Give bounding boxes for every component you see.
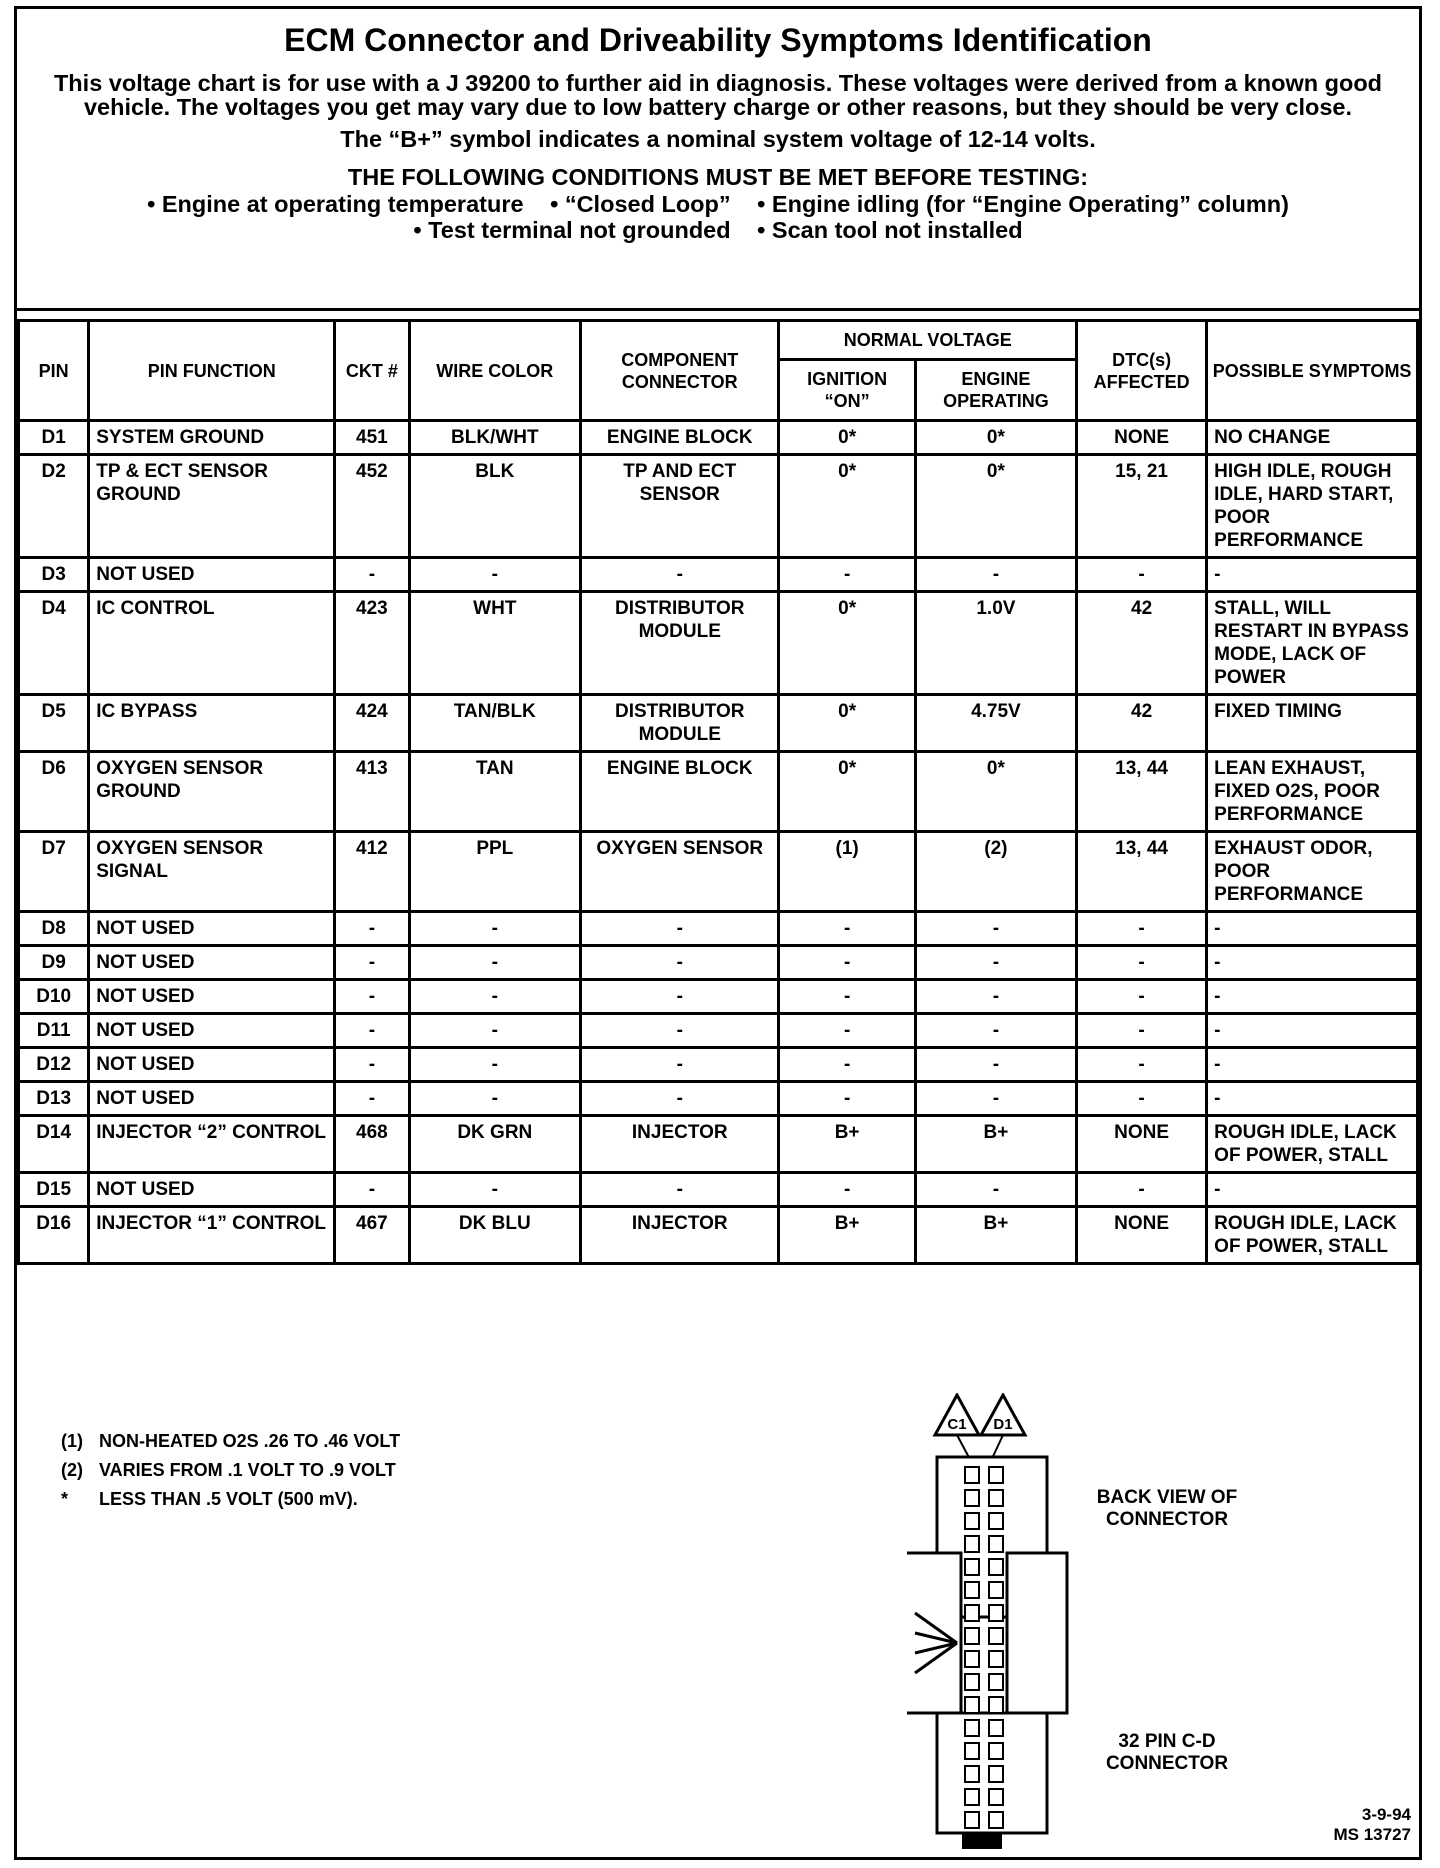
engine-voltage-cell: - [915,1173,1076,1207]
dtc-cell: - [1076,946,1206,980]
document-header [17,9,1419,311]
ignition-voltage-cell: - [779,1014,915,1048]
wire-color-cell: - [409,946,581,980]
connector-pin-cell [965,1582,979,1598]
connector-pin-cell [965,1628,979,1644]
connector-diagram [907,1393,1307,1853]
engine-voltage-cell: B+ [915,1116,1076,1173]
ignition-voltage-cell: 0* [779,592,915,695]
wire-color-cell: - [409,980,581,1014]
engine-voltage-cell: (2) [915,832,1076,912]
ckt-cell: - [335,1173,409,1207]
bplus-note: The “B+” symbol indicates a nominal system voltage of 12-14 volts. [340,126,1096,152]
connector-pin-cell [965,1812,979,1828]
ignition-voltage-cell: - [779,1082,915,1116]
symptoms-cell: - [1207,1082,1418,1116]
connector-name-label: 32 PIN C-D CONNECTOR [1105,1731,1229,1774]
pin-cell: D2 [19,455,89,558]
table-row [19,1048,1418,1082]
dtc-cell: NONE [1076,1207,1206,1264]
ckt-cell: - [335,1082,409,1116]
ignition-voltage-cell: - [779,980,915,1014]
col-header-ckt: CKT # [335,321,409,421]
wire-color-cell: PPL [409,832,581,912]
pin-function-cell: NOT USED [89,980,335,1014]
symptoms-cell: - [1207,1048,1418,1082]
col-header-ignition-on: IGNITION “ON” [779,360,915,421]
component-cell: DISTRIBUTOR MODULE [581,592,779,695]
pin-function-cell: OXYGEN SENSOR SIGNAL [89,832,335,912]
connector-right-latch [1007,1553,1067,1713]
engine-voltage-cell: - [915,558,1076,592]
ckt-cell: - [335,946,409,980]
symptoms-cell: FIXED TIMING [1207,695,1418,752]
pin-cell: D15 [19,1173,89,1207]
table-row [19,421,1418,455]
pin-function-cell: INJECTOR “1” CONTROL [89,1207,335,1264]
ckt-cell: 424 [335,695,409,752]
ckt-cell: 413 [335,752,409,832]
connector-pin-cell [989,1628,1003,1644]
pin-function-cell: NOT USED [89,946,335,980]
wire-color-cell: - [409,1014,581,1048]
component-cell: DISTRIBUTOR MODULE [581,695,779,752]
dtc-cell: - [1076,558,1206,592]
connector-pin-cell [989,1789,1003,1805]
ignition-voltage-cell: - [779,558,915,592]
wire-color-cell: - [409,1082,581,1116]
dtc-cell: 15, 21 [1076,455,1206,558]
symptoms-cell: - [1207,558,1418,592]
d1-tag-label: D1 [993,1416,1013,1433]
wire-color-cell: DK GRN [409,1116,581,1173]
pin-function-cell: NOT USED [89,1082,335,1116]
condition-item: • Test terminal not grounded [413,217,731,243]
wire-color-cell: TAN [409,752,581,832]
ignition-voltage-cell: B+ [779,1207,915,1264]
dtc-cell: - [1076,912,1206,946]
ignition-voltage-cell: B+ [779,1116,915,1173]
engine-voltage-cell: 1.0V [915,592,1076,695]
pin-cell: D6 [19,752,89,832]
dtc-cell: 42 [1076,695,1206,752]
component-cell: ENGINE BLOCK [581,421,779,455]
symptoms-cell: STALL, WILL RESTART IN BYPASS MODE, LACK OF POWER [1207,592,1418,695]
table-row [19,695,1418,752]
pin-cell: D11 [19,1014,89,1048]
connector-pin-cell [989,1697,1003,1713]
component-cell: INJECTOR [581,1116,779,1173]
pin-table [17,319,1419,1265]
connector-pin-cell [965,1467,979,1483]
connector-pin-cell [989,1605,1003,1621]
pin-cell: D4 [19,592,89,695]
engine-voltage-cell: 0* [915,455,1076,558]
engine-voltage-cell: - [915,1014,1076,1048]
col-header-pin-function: PIN FUNCTION [89,321,335,421]
ckt-cell: 423 [335,592,409,695]
component-cell: - [581,980,779,1014]
pin-function-cell: IC CONTROL [89,592,335,695]
connector-drawing [907,1393,1147,1853]
col-header-normal-voltage: NORMAL VOLTAGE [779,321,1077,360]
engine-voltage-cell: 4.75V [915,695,1076,752]
connector-pin-cell [965,1674,979,1690]
pin-function-cell: NOT USED [89,1173,335,1207]
dtc-cell: 13, 44 [1076,832,1206,912]
symptoms-cell: - [1207,912,1418,946]
wire-color-cell: - [409,1173,581,1207]
pin-function-cell: TP & ECT SENSOR GROUND [89,455,335,558]
pin-cell: D13 [19,1082,89,1116]
symptoms-cell: EXHAUST ODOR, POOR PERFORMANCE [1207,832,1418,912]
pin-function-cell: SYSTEM GROUND [89,421,335,455]
connector-pin-cell [989,1467,1003,1483]
conditions-title: THE FOLLOWING CONDITIONS MUST BE MET BEFORE TESTING: [347,164,1089,190]
wire-color-cell: TAN/BLK [409,695,581,752]
symptoms-cell: LEAN EXHAUST, FIXED O2S, POOR PERFORMANCE [1207,752,1418,832]
footnotes [61,1427,400,1514]
connector-pin-cell [989,1743,1003,1759]
ckt-cell: 451 [335,421,409,455]
pin-cell: D5 [19,695,89,752]
ckt-cell: 452 [335,455,409,558]
pin-function-cell: NOT USED [89,1048,335,1082]
component-cell: OXYGEN SENSOR [581,832,779,912]
conditions-line-2 [17,217,1419,243]
dtc-cell: - [1076,1173,1206,1207]
component-cell: - [581,1048,779,1082]
ckt-cell: - [335,558,409,592]
pin-cell: D8 [19,912,89,946]
ckt-cell: - [335,1048,409,1082]
connector-pin-cell [965,1536,979,1552]
connector-pin-cell [965,1651,979,1667]
symptoms-cell: - [1207,980,1418,1014]
connector-pin-cell [965,1789,979,1805]
engine-voltage-cell: - [915,1048,1076,1082]
back-view-label: BACK VIEW OF CONNECTOR [1096,1487,1238,1530]
ignition-voltage-cell: - [779,1048,915,1082]
pin-cell: D3 [19,558,89,592]
stamp-date: 3-9-94 [1361,1805,1411,1824]
table-row [19,1014,1418,1048]
ckt-cell: - [335,1014,409,1048]
engine-voltage-cell: - [915,980,1076,1014]
col-header-possible-symptoms: POSSIBLE SYMPTOMS [1207,321,1418,421]
connector-pin-cell [965,1766,979,1782]
symptoms-cell: - [1207,1014,1418,1048]
component-cell: - [581,1082,779,1116]
wire-color-cell: WHT [409,592,581,695]
pin-function-cell: NOT USED [89,558,335,592]
engine-voltage-cell: - [915,1082,1076,1116]
connector-pin-cell [989,1490,1003,1506]
component-cell: - [581,1014,779,1048]
ignition-voltage-cell: - [779,946,915,980]
engine-voltage-cell: - [915,946,1076,980]
ckt-cell: 467 [335,1207,409,1264]
table-row [19,1116,1418,1173]
table-row [19,1207,1418,1264]
document-frame [14,6,1422,1860]
wire-color-cell: - [409,1048,581,1082]
connector-pin-cell [965,1559,979,1575]
wire-color-cell: - [409,558,581,592]
dtc-cell: - [1076,980,1206,1014]
ckt-cell: 468 [335,1116,409,1173]
stamp-code: MS 13727 [1333,1825,1411,1844]
condition-item: • Scan tool not installed [757,217,1023,243]
table-row [19,752,1418,832]
pin-function-cell: NOT USED [89,912,335,946]
condition-item: • Engine at operating temperature [147,191,524,217]
condition-item: • Engine idling (for “Engine Operating” column) [757,191,1289,217]
engine-voltage-cell: 0* [915,752,1076,832]
connector-pin-cell [989,1720,1003,1736]
wire-color-cell: BLK [409,455,581,558]
ignition-voltage-cell: 0* [779,752,915,832]
table-row [19,912,1418,946]
ignition-voltage-cell: (1) [779,832,915,912]
ignition-voltage-cell: 0* [779,455,915,558]
col-header-engine-operating: ENGINE OPERATING [915,360,1076,421]
ckt-cell: 412 [335,832,409,912]
table-row [19,980,1418,1014]
connector-pin-cell [989,1674,1003,1690]
connector-bottom-tab [962,1833,1002,1849]
symptoms-cell: ROUGH IDLE, LACK OF POWER, STALL [1207,1207,1418,1264]
col-header-pin: PIN [19,321,89,421]
c1-tag-label: C1 [947,1416,967,1433]
pin-function-cell: OXYGEN SENSOR GROUND [89,752,335,832]
ignition-voltage-cell: - [779,1173,915,1207]
wire-color-cell: BLK/WHT [409,421,581,455]
intro-text: This voltage chart is for use with a J 39200 to further aid in diagnosis. These voltages were derived from a known good vehicle. The voltages you get may vary due to low battery charge or other reasons, but they should be very close. [53,70,1383,120]
connector-pin-cell [965,1743,979,1759]
col-header-dtc-affected: DTC(s) AFFECTED [1076,321,1206,421]
engine-voltage-cell: 0* [915,421,1076,455]
pin-cell: D1 [19,421,89,455]
pin-function-cell: IC BYPASS [89,695,335,752]
pin-function-cell: INJECTOR “2” CONTROL [89,1116,335,1173]
page-title: ECM Connector and Driveability Symptoms Identification [284,22,1152,58]
connector-pin-cell [965,1490,979,1506]
table-row [19,832,1418,912]
symptoms-cell: - [1207,946,1418,980]
document-stamp [1334,1805,1412,1845]
symptoms-cell: ROUGH IDLE, LACK OF POWER, STALL [1207,1116,1418,1173]
footnote: (2) VARIES FROM .1 VOLT TO .9 VOLT [61,1460,396,1480]
component-cell: ENGINE BLOCK [581,752,779,832]
component-cell: - [581,1173,779,1207]
table-row [19,558,1418,592]
col-header-component-connector: COMPONENT CONNECTOR [581,321,779,421]
condition-item: • “Closed Loop” [550,191,731,217]
component-cell: TP AND ECT SENSOR [581,455,779,558]
connector-pin-cell [989,1651,1003,1667]
table-row [19,1173,1418,1207]
pin-cell: D14 [19,1116,89,1173]
dtc-cell: NONE [1076,421,1206,455]
connector-pin-cell [965,1605,979,1621]
footnote: * LESS THAN .5 VOLT (500 mV). [61,1489,358,1509]
pin-cell: D10 [19,980,89,1014]
component-cell: - [581,946,779,980]
connector-pin-cell [965,1720,979,1736]
conditions-line-1 [17,191,1419,217]
ignition-voltage-cell: 0* [779,695,915,752]
component-cell: INJECTOR [581,1207,779,1264]
connector-pin-cell [989,1766,1003,1782]
engine-voltage-cell: - [915,912,1076,946]
connector-pin-cell [989,1582,1003,1598]
connector-pin-cell [989,1513,1003,1529]
engine-voltage-cell: B+ [915,1207,1076,1264]
ckt-cell: - [335,980,409,1014]
connector-pin-cell [989,1812,1003,1828]
wire-color-cell: DK BLU [409,1207,581,1264]
table-row [19,946,1418,980]
component-cell: - [581,558,779,592]
dtc-cell: 42 [1076,592,1206,695]
pin-function-cell: NOT USED [89,1014,335,1048]
col-header-wire-color: WIRE COLOR [409,321,581,421]
pin-cell: D9 [19,946,89,980]
table-row [19,592,1418,695]
connector-pin-cell [965,1513,979,1529]
connector-pin-cell [989,1559,1003,1575]
table-row [19,455,1418,558]
pin-cell: D7 [19,832,89,912]
table-row [19,1082,1418,1116]
connector-pin-cell [965,1697,979,1713]
pin-cell: D12 [19,1048,89,1082]
symptoms-cell: NO CHANGE [1207,421,1418,455]
connector-pin-cell [989,1536,1003,1552]
ckt-cell: - [335,912,409,946]
dtc-cell: - [1076,1082,1206,1116]
symptoms-cell: HIGH IDLE, ROUGH IDLE, HARD START, POOR PERFORMANCE [1207,455,1418,558]
footnote: (1) NON-HEATED O2S .26 TO .46 VOLT [61,1431,401,1451]
dtc-cell: NONE [1076,1116,1206,1173]
wire-color-cell: - [409,912,581,946]
pin-cell: D16 [19,1207,89,1264]
dtc-cell: - [1076,1014,1206,1048]
symptoms-cell: - [1207,1173,1418,1207]
component-cell: - [581,912,779,946]
dtc-cell: - [1076,1048,1206,1082]
ignition-voltage-cell: 0* [779,421,915,455]
ignition-voltage-cell: - [779,912,915,946]
dtc-cell: 13, 44 [1076,752,1206,832]
